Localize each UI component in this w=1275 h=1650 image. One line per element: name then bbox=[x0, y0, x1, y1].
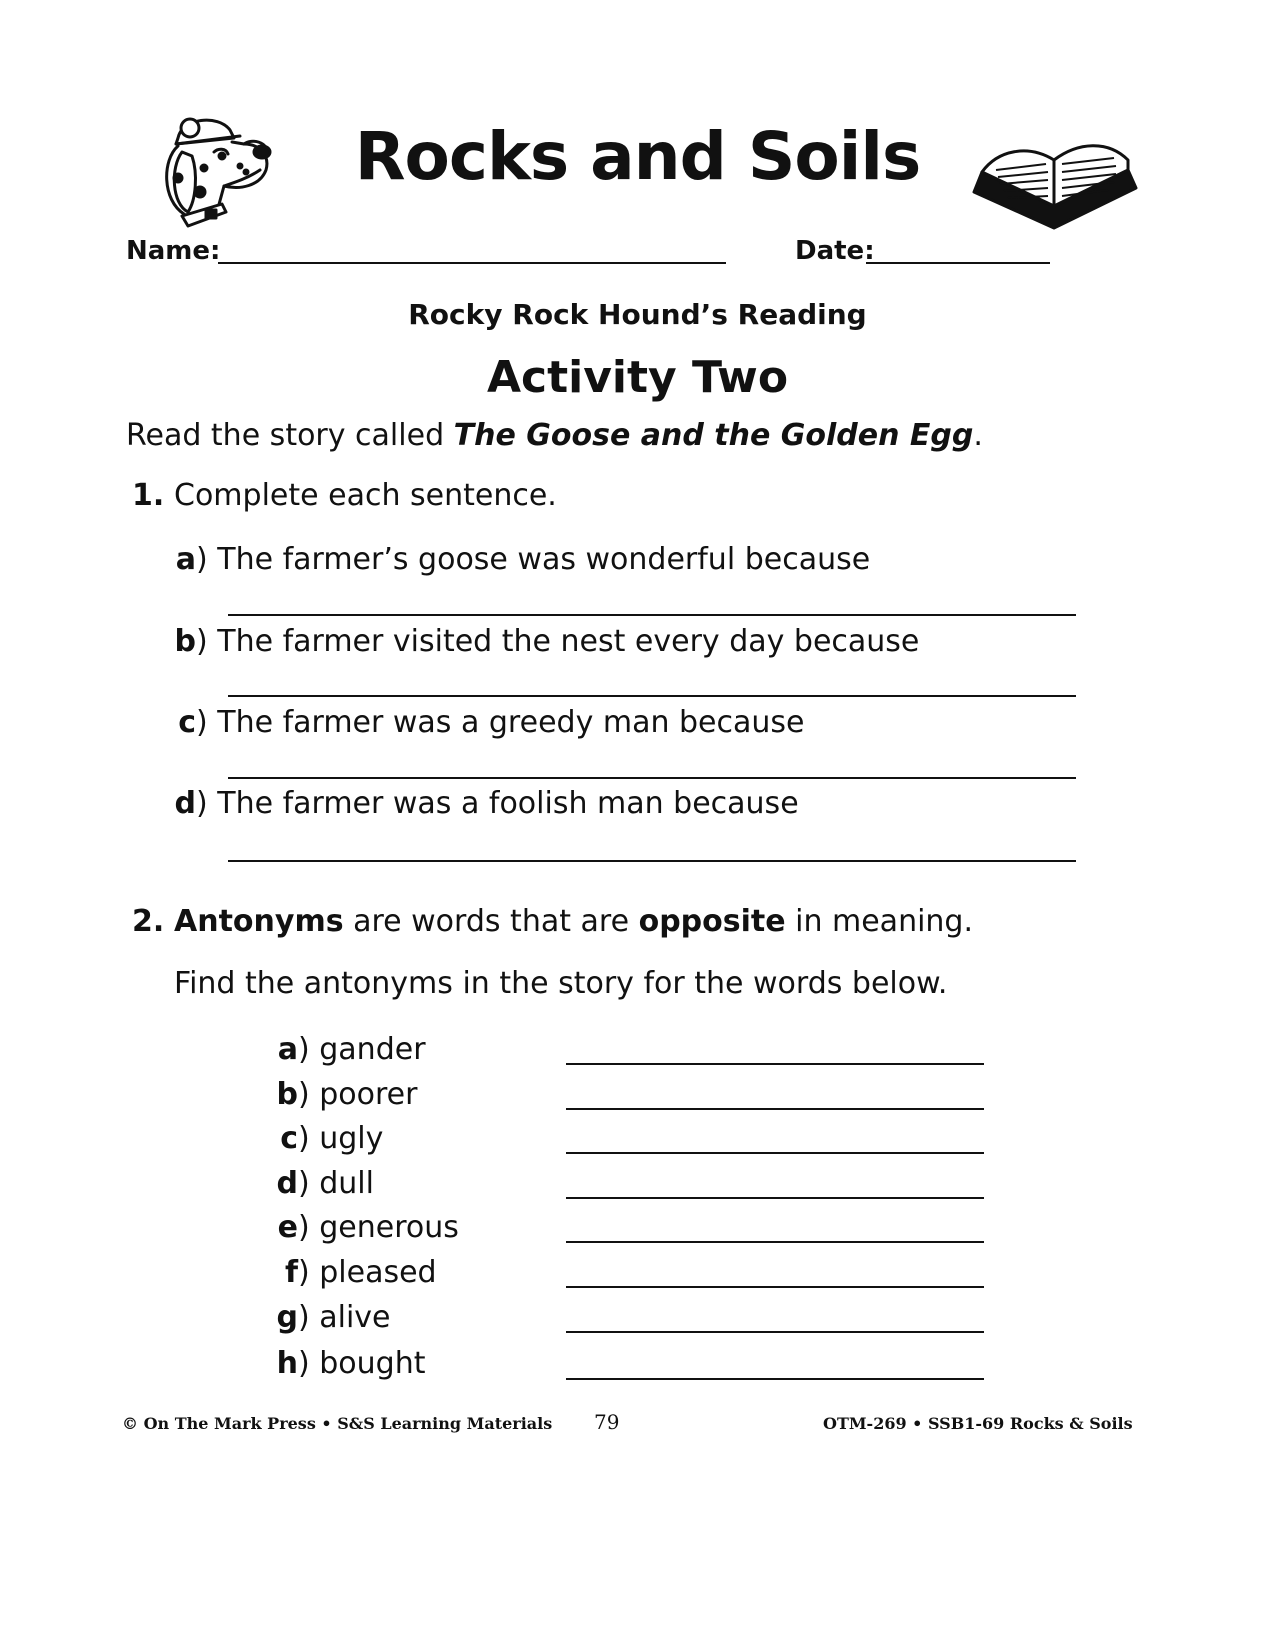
date-label: Date: bbox=[795, 236, 875, 266]
intro-text: Read the story called The Goose and the Golden Egg. bbox=[126, 418, 983, 453]
question-1-number: 1. bbox=[132, 478, 165, 513]
footer-catalog: OTM-269 • SSB1-69 Rocks & Soils bbox=[823, 1414, 1133, 1433]
term-antonyms: Antonyms bbox=[174, 904, 344, 939]
question-2-instruction: Find the antonyms in the story for the words below. bbox=[174, 966, 948, 1001]
footer-publisher: © On The Mark Press • S&S Learning Materials bbox=[122, 1414, 553, 1433]
story-title: The Goose and the Golden Egg bbox=[453, 418, 974, 453]
answer-line-1a[interactable] bbox=[228, 614, 1076, 616]
list-item: b) poorer bbox=[276, 1077, 418, 1112]
item-letter: b bbox=[276, 1077, 298, 1112]
open-book-icon bbox=[968, 130, 1140, 240]
list-item: c) The farmer was a greedy man because bbox=[174, 705, 805, 740]
list-item: h) bought bbox=[276, 1346, 426, 1381]
answer-line-1b[interactable] bbox=[228, 695, 1076, 697]
term-opposite: opposite bbox=[638, 904, 786, 939]
item-letter: b bbox=[174, 624, 196, 659]
list-item: a) The farmer’s goose was wonderful because bbox=[175, 542, 871, 577]
antonym-answer-line[interactable] bbox=[566, 1063, 984, 1065]
date-field[interactable] bbox=[866, 262, 1050, 264]
page-title: Rocks and Soils bbox=[354, 118, 921, 195]
antonym-answer-line[interactable] bbox=[566, 1152, 984, 1154]
question-2-number: 2. bbox=[132, 904, 165, 939]
antonym-answer-line[interactable] bbox=[566, 1286, 984, 1288]
answer-line-1c[interactable] bbox=[228, 777, 1076, 779]
page-number: 79 bbox=[594, 1410, 620, 1434]
antonym-answer-line[interactable] bbox=[566, 1331, 984, 1333]
activity-title: Activity Two bbox=[486, 352, 789, 403]
list-item: b) The farmer visited the nest every day because bbox=[174, 624, 920, 659]
name-label: Name: bbox=[126, 236, 221, 266]
list-item: d) dull bbox=[276, 1166, 374, 1201]
item-letter: d bbox=[174, 786, 196, 821]
subtitle: Rocky Rock Hound’s Reading bbox=[408, 298, 867, 331]
antonym-answer-line[interactable] bbox=[566, 1378, 984, 1380]
list-item: a) gander bbox=[277, 1032, 426, 1067]
list-item: c) ugly bbox=[276, 1121, 383, 1156]
item-letter: a bbox=[175, 542, 196, 577]
item-letter: c bbox=[280, 1121, 298, 1156]
name-field[interactable] bbox=[218, 262, 726, 264]
item-letter: c bbox=[178, 705, 196, 740]
list-item: g) alive bbox=[276, 1300, 391, 1335]
list-item: f) pleased bbox=[276, 1255, 437, 1290]
antonym-answer-line[interactable] bbox=[566, 1197, 984, 1199]
item-letter: f bbox=[284, 1255, 298, 1290]
question-1-prompt: Complete each sentence. bbox=[174, 478, 557, 513]
list-item: e) generous bbox=[277, 1210, 459, 1245]
item-letter: e bbox=[277, 1210, 298, 1245]
item-letter: h bbox=[276, 1346, 298, 1381]
item-letter: d bbox=[276, 1166, 298, 1201]
antonym-answer-line[interactable] bbox=[566, 1108, 984, 1110]
question-2-definition: Antonyms are words that are opposite in meaning. bbox=[174, 904, 974, 939]
answer-line-1d[interactable] bbox=[228, 860, 1076, 862]
antonym-answer-line[interactable] bbox=[566, 1241, 984, 1243]
list-item: d) The farmer was a foolish man because bbox=[174, 786, 799, 821]
item-letter: g bbox=[276, 1300, 298, 1335]
item-letter: a bbox=[277, 1032, 298, 1067]
